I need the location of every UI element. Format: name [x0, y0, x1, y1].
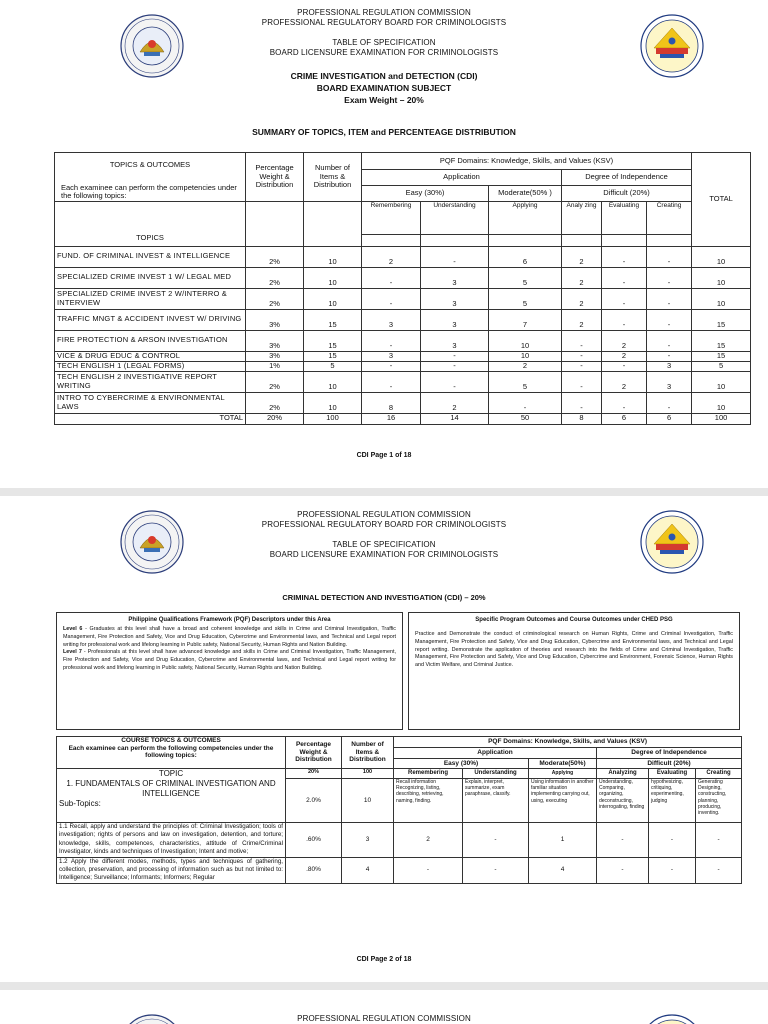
- page-header: [0, 510, 768, 560]
- subtopic-analyzing: -: [597, 823, 649, 858]
- subtopic-creating: -: [696, 857, 742, 883]
- topic-analyzing: -: [562, 392, 602, 413]
- topic-analyzing: 2: [562, 267, 602, 288]
- topic-remembering: -: [362, 371, 421, 392]
- subtopic-row: [57, 857, 742, 883]
- subtopic-remembering: -: [394, 857, 463, 883]
- page-header: [0, 8, 768, 58]
- subtopic-understanding: -: [463, 857, 529, 883]
- degree-header: Degree of Independence: [562, 169, 692, 186]
- topic-creating: 3: [647, 361, 692, 371]
- topic-pct: 1%: [246, 361, 304, 371]
- topic-remembering: -: [362, 361, 421, 371]
- course-application-header: Application: [394, 748, 597, 759]
- total-row-cre: 6: [647, 413, 692, 424]
- topic-title: 1. FUNDAMENTALS OF CRIMINAL INVESTIGATION AND INTELLIGENCE: [66, 779, 276, 798]
- topic-items: 5: [304, 361, 362, 371]
- page-header: [0, 1014, 768, 1024]
- easy-header: Easy (30%): [362, 186, 489, 201]
- subtopic-desc: 1.1 Recall, apply and understand the principles of: Criminal Investigation; tools of investigation; rights of persons and law on investigation, detention, and torture; knowledge, skills, competences, characteristics, attitude of Crime/Criminal Investigator, kinds and techniques of Investigation; Intent and motive;: [57, 823, 286, 858]
- applying-desc: Using information in another familiar situation implementing carrying out, using, executing: [529, 779, 597, 823]
- understanding-desc: Explain, interpret, summarize, exam paraphrase, classify.: [463, 779, 529, 823]
- summary-table-body: [55, 246, 751, 413]
- topic-applying: 5: [489, 371, 562, 392]
- course-degree-header: Degree of Independence: [597, 748, 742, 759]
- header-line1: PROFESSIONAL REGULATION COMMISSION: [297, 8, 471, 17]
- topic-items: 15: [304, 330, 362, 351]
- pqf-level7: [63, 649, 396, 672]
- course-difficult-header: Difficult (20%): [597, 759, 742, 769]
- topic-items: 10: [304, 267, 362, 288]
- subtopic-remembering: 2: [394, 823, 463, 858]
- topic-row: [55, 361, 751, 371]
- subtopic-row: [57, 823, 742, 858]
- subtopic-analyzing: -: [597, 857, 649, 883]
- subtopic-items: 4: [342, 857, 394, 883]
- topic-items: 10: [304, 371, 362, 392]
- topic-name: TECH ENGLISH 2 INVESTIGATIVE REPORT WRITING: [55, 371, 246, 392]
- total-row-items: 100: [304, 413, 362, 424]
- topic-row: [55, 330, 751, 351]
- header-line4: BOARD LICENSURE EXAMINATION FOR CRIMINOLOGISTS: [269, 550, 499, 559]
- topic-row: [55, 288, 751, 309]
- program-box-text: Practice and Demonstrate the conduct of criminological research on Human Rights, Crime and Criminal Investigation, Traffic Management, Fire Protection and Safety, Vice and Drug Education, Cybercrime and Environmental laws, and Technical and Legal report writing. Demonstrate the application of theories and research into the fields of Crime and Criminal Investigation, Traffic Management, Fire Protection and Safety, Vice and Drug Education, Cybercrime and Environment, Forensic Science, Human Rights and Victim Welfare, and Criminal Justice.: [415, 631, 733, 669]
- topic-pct: 2%: [246, 267, 304, 288]
- topic-total: 10: [692, 371, 751, 392]
- subtopic-pct: .80%: [286, 857, 342, 883]
- course-topics-label: COURSE TOPICS & OUTCOMES: [121, 737, 221, 744]
- creating-label: Creating: [696, 769, 742, 779]
- topic-name: SPECIALIZED CRIME INVEST 2 W/INTERRO & INTERVIEW: [55, 288, 246, 309]
- topic-items: 10: [304, 392, 362, 413]
- topic-items: 15: [304, 351, 362, 361]
- topic-applying: 5: [489, 288, 562, 309]
- topic-row: [55, 309, 751, 330]
- course-each-text: Each examinee can perform the following competencies under the following topics:: [68, 744, 274, 759]
- course-table: [56, 736, 742, 884]
- course-table-body: [57, 823, 742, 884]
- page-number: CDI Page 1 of 18: [356, 452, 412, 459]
- topic-total: 10: [692, 246, 751, 267]
- header-line1: PROFESSIONAL REGULATION COMMISSION: [297, 510, 471, 519]
- course-items-header: Number of Items & Distribution: [342, 737, 394, 769]
- header-line4: BOARD LICENSURE EXAMINATION FOR CRIMINOLOGISTS: [269, 48, 499, 57]
- topic-understanding: -: [421, 351, 489, 361]
- pct-total: 20%: [286, 769, 342, 779]
- total-row-label: TOTAL: [55, 413, 246, 424]
- items-topic: 10: [342, 779, 394, 823]
- summary-title: SUMMARY OF TOPICS, ITEM and PERCENTEAGE DISTRIBUTION: [252, 127, 516, 137]
- topic-creating: -: [647, 392, 692, 413]
- topic-name: FUND. OF CRIMINAL INVEST & INTELLIGENCE: [55, 246, 246, 267]
- topic-creating: -: [647, 309, 692, 330]
- topic-items: 15: [304, 309, 362, 330]
- topic-total: 10: [692, 288, 751, 309]
- topic-total: 10: [692, 267, 751, 288]
- topic-understanding: 2: [421, 392, 489, 413]
- understanding-header: Understanding: [421, 201, 489, 234]
- program-outcomes-box: [408, 612, 740, 730]
- topic-name: VICE & DRUG EDUC & CONTROL: [55, 351, 246, 361]
- pqf-descriptors-box: [56, 612, 403, 730]
- subtopic-evaluating: -: [649, 823, 696, 858]
- understanding-label: Understanding: [463, 769, 529, 779]
- topic-pct: 2%: [246, 246, 304, 267]
- topic-name: INTRO TO CYBERCRIME & ENVIRONMENTAL LAWS: [55, 392, 246, 413]
- analyzing-label: Analyzing: [597, 769, 649, 779]
- creating-desc: Generating Designing, constructing, planning, producing, inventing.: [696, 779, 742, 823]
- pqf-box-title: Philippine Qualifications Framework (PQF) Descriptors under this Area: [128, 617, 331, 623]
- topic-row: [55, 392, 751, 413]
- topic-creating: 3: [647, 371, 692, 392]
- topic-evaluating: -: [602, 392, 647, 413]
- topic-remembering: 3: [362, 351, 421, 361]
- total-header: TOTAL: [692, 153, 751, 247]
- topic-creating: -: [647, 288, 692, 309]
- total-row-total: 100: [692, 413, 751, 424]
- header-line1: PROFESSIONAL REGULATION COMMISSION: [297, 1014, 471, 1023]
- subtopic-desc: 1.2 Apply the different modes, methods, types and techniques of gathering, collection, preservation, and processing of information such as but not limited to: Intelligence; Surveillance; Informants; Informers; Regular: [57, 857, 286, 883]
- program-box-title: Specific Program Outcomes and Course Outcomes under CHED PSG: [475, 617, 673, 623]
- topic-name: SPECIALIZED CRIME INVEST 1 W/ LEGAL MED: [55, 267, 246, 288]
- subtopic-applying: 4: [529, 857, 597, 883]
- moderate-header: Moderate(50% ): [489, 186, 562, 201]
- topic-evaluating: -: [602, 288, 647, 309]
- topic-creating: -: [647, 267, 692, 288]
- topic-remembering: 2: [362, 246, 421, 267]
- exam-weight: Exam Weight – 20%: [344, 95, 424, 105]
- topic-pct: 2%: [246, 392, 304, 413]
- topic-name: TECH ENGLISH 1 (LEGAL FORMS): [55, 361, 246, 371]
- topic-row: [55, 371, 751, 392]
- total-row-ana: 8: [562, 413, 602, 424]
- topic-understanding: -: [421, 361, 489, 371]
- topic-evaluating: -: [602, 361, 647, 371]
- topic-total: 15: [692, 330, 751, 351]
- topics-outcomes-header: [55, 153, 246, 202]
- topic-creating: -: [647, 351, 692, 361]
- header-line3: TABLE OF SPECIFICATION: [332, 38, 436, 47]
- pct-topic: 2.0%: [286, 779, 342, 823]
- analyzing-header: Analy zing: [562, 201, 602, 234]
- topic-name: FIRE PROTECTION & ARSON INVESTIGATION: [55, 330, 246, 351]
- topic-name: TRAFFIC MNGT & ACCIDENT INVEST W/ DRIVING: [55, 309, 246, 330]
- total-row-rem: 16: [362, 413, 421, 424]
- subject-title: CRIME INVESTIGATION and DETECTION (CDI): [290, 71, 478, 81]
- page-number: CDI Page 2 of 18: [356, 956, 412, 963]
- total-row-und: 14: [421, 413, 489, 424]
- topic-evaluating: -: [602, 309, 647, 330]
- topic-evaluating: -: [602, 267, 647, 288]
- level6-text: - Graduates at this level shall have a broad and coherent knowledge and skills in Crime and Criminal Investigation, Traffic Management, Fire Protection and Safety, Vice and Drug Education, Cybercrime and Environmental laws, and Technical and Legal report writing for professional work and lifelong learning in Public safety, National Security, Human Rights and Nation Building.: [63, 626, 397, 648]
- topic-evaluating: 2: [602, 351, 647, 361]
- topics-outcomes-label: TOPICS & OUTCOMES: [109, 160, 191, 169]
- pqf-domains-header: PQF Domains: Knowledge, Skills, and Values (KSV): [362, 153, 692, 170]
- topic-pct: 3%: [246, 309, 304, 330]
- topic-pct: 3%: [246, 330, 304, 351]
- topic-remembering: -: [362, 330, 421, 351]
- subtopic-applying: 1: [529, 823, 597, 858]
- topic-understanding: -: [421, 371, 489, 392]
- evaluating-header: Evaluating: [602, 201, 647, 234]
- topic-applying: 2: [489, 361, 562, 371]
- topic-total: 5: [692, 361, 751, 371]
- number-items-header: Number of Items & Distribution: [304, 153, 362, 202]
- header-line3: TABLE OF SPECIFICATION: [332, 540, 436, 549]
- topic-evaluating: 2: [602, 371, 647, 392]
- topic-remembering: -: [362, 288, 421, 309]
- evaluating-label: Evaluating: [649, 769, 696, 779]
- topic-block: [57, 769, 286, 823]
- topic-understanding: 3: [421, 309, 489, 330]
- applying-header: Applying: [489, 201, 562, 234]
- total-row-eva: 6: [602, 413, 647, 424]
- subtopic-understanding: -: [463, 823, 529, 858]
- topic-analyzing: -: [562, 330, 602, 351]
- topic-applying: 7: [489, 309, 562, 330]
- cdi-title: CRIMINAL DETECTION AND INVESTIGATION (CDI) – 20%: [282, 593, 486, 602]
- topic-pct: 2%: [246, 371, 304, 392]
- topic-applying: 10: [489, 330, 562, 351]
- topics-label: TOPICS: [55, 201, 246, 246]
- summary-table: [54, 152, 751, 425]
- application-header: Application: [362, 169, 562, 186]
- subtopic-evaluating: -: [649, 857, 696, 883]
- topic-analyzing: -: [562, 351, 602, 361]
- level7-text: - Professionals at this level shall have advanced knowledge and skills in Crime and Criminal Investigation, Traffic Management, Fire Protection and Safety, Vice and Drug Education, Cybercrime and Environmental laws, and Technical and Legal report writing for professional work and lifelong learning in Public safety, National Security, Human Rights and Nation Building.: [63, 649, 396, 671]
- level6-label: Level 6: [63, 626, 83, 632]
- each-examinee-text: Each examinee can perform the competencies under the following topics:: [61, 182, 237, 200]
- page-3: [0, 990, 768, 1024]
- topic-label: TOPIC: [158, 769, 184, 778]
- pqf-level6: [63, 626, 396, 649]
- topic-applying: 5: [489, 267, 562, 288]
- topic-row: [55, 246, 751, 267]
- topic-understanding: -: [421, 246, 489, 267]
- subtopic-creating: -: [696, 823, 742, 858]
- topic-analyzing: 2: [562, 246, 602, 267]
- course-pqf-header: PQF Domains: Knowledge, Skills, and Values (KSV): [394, 737, 742, 748]
- topic-understanding: 3: [421, 288, 489, 309]
- difficult-header: Difficult (20%): [562, 186, 692, 201]
- total-row: [55, 413, 751, 424]
- course-easy-header: Easy (30%): [394, 759, 529, 769]
- course-moderate-header: Moderate(50%): [529, 759, 597, 769]
- topic-applying: -: [489, 392, 562, 413]
- subject-subtitle: BOARD EXAMINATION SUBJECT: [316, 83, 452, 93]
- remembering-header: Remembering: [362, 201, 421, 234]
- topic-analyzing: 2: [562, 309, 602, 330]
- evaluating-desc: hypothesizing, critiquing, experimenting, judging: [649, 779, 696, 823]
- remembering-label: Remembering: [394, 769, 463, 779]
- topic-creating: -: [647, 246, 692, 267]
- header-line2: PROFESSIONAL REGULATORY BOARD FOR CRIMINOLOGISTS: [261, 520, 507, 529]
- course-topics-header: [57, 737, 286, 769]
- subtopic-items: 3: [342, 823, 394, 858]
- topic-items: 10: [304, 246, 362, 267]
- header-line2: PROFESSIONAL REGULATORY BOARD FOR CRIMINOLOGISTS: [261, 18, 507, 27]
- topic-items: 10: [304, 288, 362, 309]
- course-pct-header: Percentage Weight & Distribution: [286, 737, 342, 769]
- creating-header: Creating: [647, 201, 692, 234]
- topic-understanding: 3: [421, 330, 489, 351]
- topic-applying: 10: [489, 351, 562, 361]
- sub-topics-label: Sub-Topics:: [59, 799, 101, 808]
- total-row-pct: 20%: [246, 413, 304, 424]
- topic-creating: -: [647, 330, 692, 351]
- topic-pct: 2%: [246, 288, 304, 309]
- topic-row: [55, 351, 751, 361]
- level7-label: Level 7: [63, 649, 82, 656]
- topic-applying: 6: [489, 246, 562, 267]
- page-2: [0, 496, 768, 982]
- applying-label: Applying: [529, 769, 597, 779]
- topic-pct: 3%: [246, 351, 304, 361]
- topic-analyzing: 2: [562, 288, 602, 309]
- topic-understanding: 3: [421, 267, 489, 288]
- page-1: [0, 0, 768, 488]
- topic-total: 15: [692, 351, 751, 361]
- remembering-desc: Recall information Recognizing, listing, describing, retrieving, naming, finding.: [394, 779, 463, 823]
- topic-analyzing: -: [562, 371, 602, 392]
- topic-evaluating: 2: [602, 330, 647, 351]
- analyzing-desc: Understanding, Comparing, organizing, deconstructing, interrogating, finding: [597, 779, 649, 823]
- topic-remembering: -: [362, 267, 421, 288]
- items-total: 100: [342, 769, 394, 779]
- topic-total: 15: [692, 309, 751, 330]
- total-row-app: 50: [489, 413, 562, 424]
- topic-analyzing: -: [562, 361, 602, 371]
- topic-remembering: 8: [362, 392, 421, 413]
- topic-remembering: 3: [362, 309, 421, 330]
- subtopic-pct: .60%: [286, 823, 342, 858]
- topic-evaluating: -: [602, 246, 647, 267]
- topic-row: [55, 267, 751, 288]
- topic-total: 10: [692, 392, 751, 413]
- percentage-header: Percentage Weight & Distribution: [246, 153, 304, 202]
